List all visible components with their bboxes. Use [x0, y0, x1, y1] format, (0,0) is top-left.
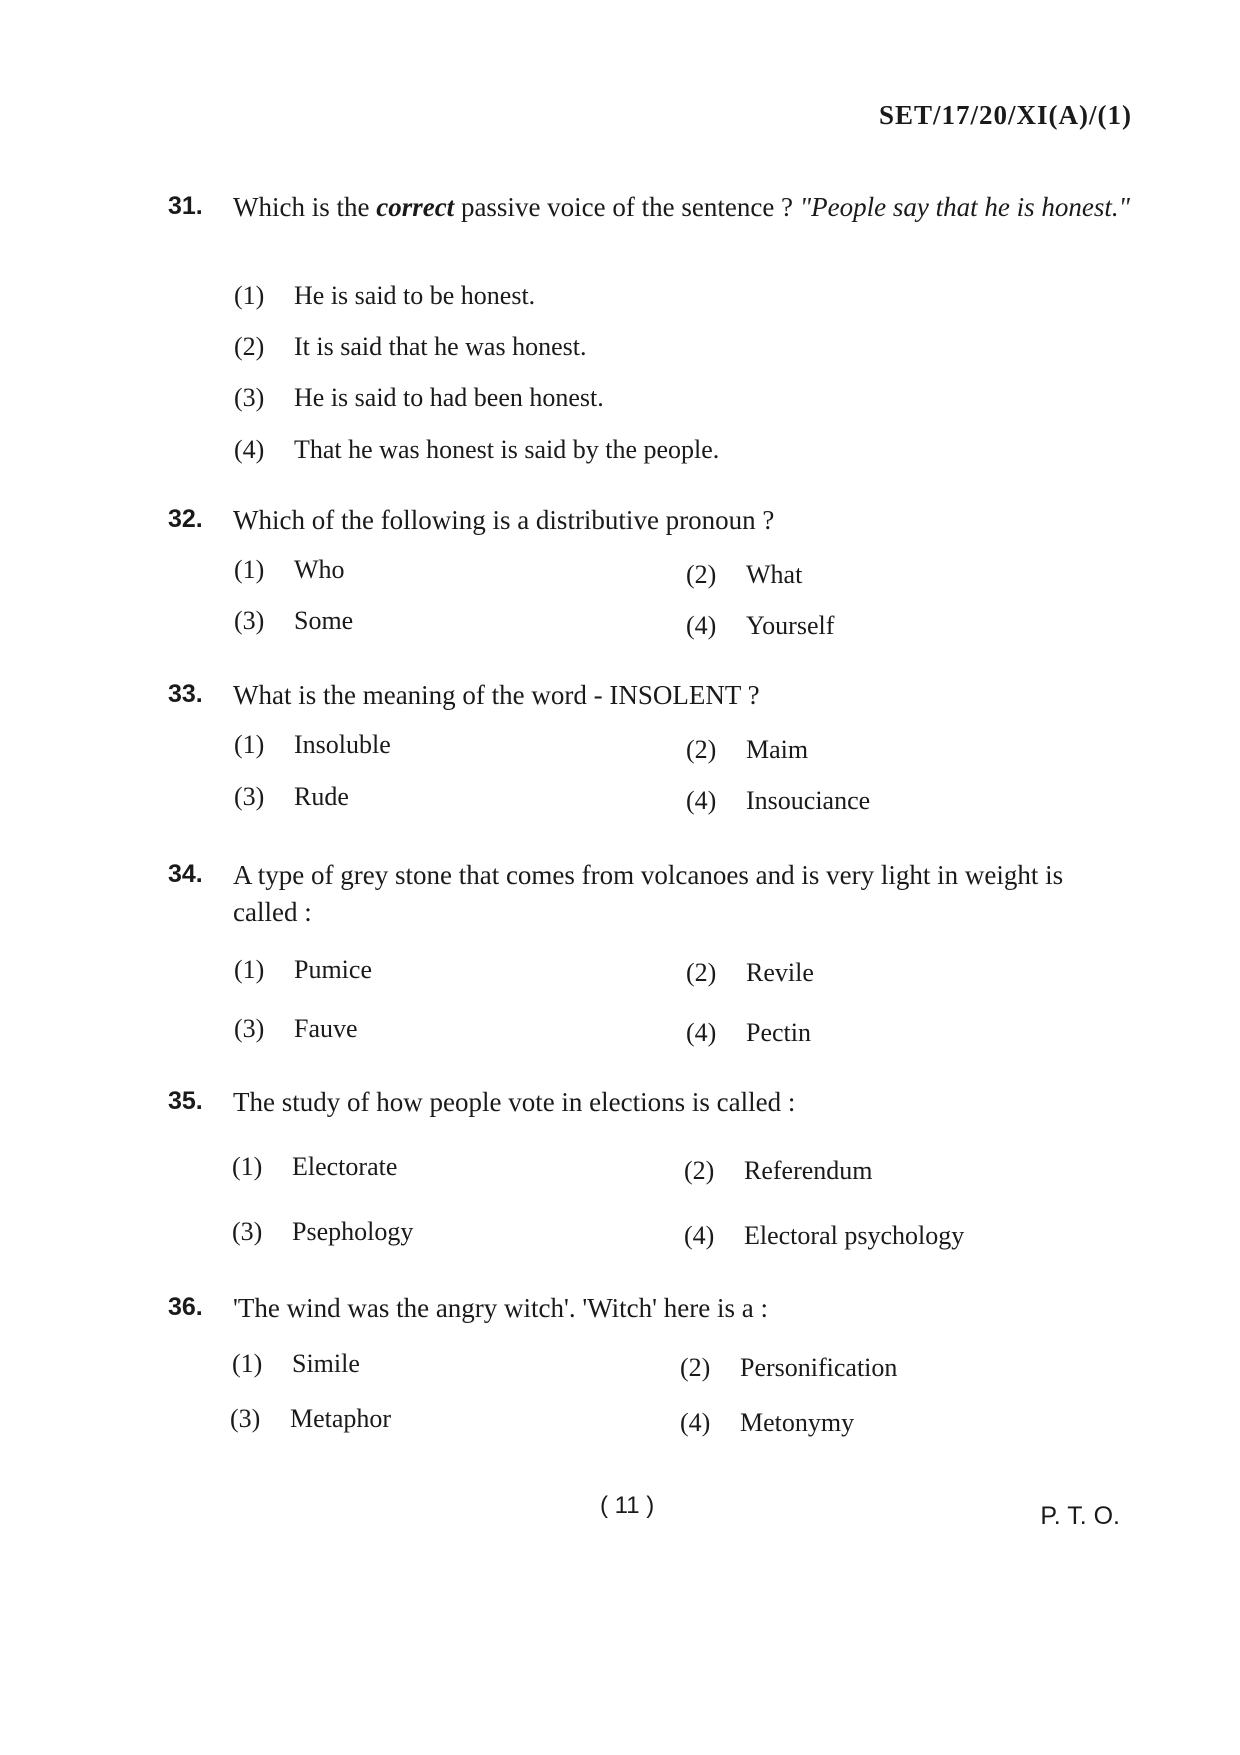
question-text: What is the meaning of the word - INSOLENT ? [233, 680, 760, 710]
option-34-1: (1) Pumice [234, 955, 372, 984]
question-number: 32. [168, 505, 203, 533]
option-31-4: (4) That he was honest is said by the people. [234, 435, 720, 464]
question-number: 33. [168, 680, 203, 708]
paper-code: SET/17/20/XI(A)/(1) [878, 100, 1132, 130]
question-text: 'The wind was the angry witch'. 'Witch' here is a : [233, 1293, 768, 1323]
option-36-1: (1) Simile [232, 1349, 360, 1378]
question-text: Which is the correct passive voice of the sentence ? "People say that he is honest." [233, 192, 1130, 222]
option-34-3: (3) Fauve [234, 1014, 358, 1043]
question-text: The study of how people vote in elections is called : [233, 1087, 796, 1117]
option-35-1: (1) Electorate [232, 1152, 398, 1181]
question-text: A type of grey stone that comes from volcanoes and is very light in weight is called : [233, 860, 1064, 927]
pto-label: P. T. O. [1040, 1502, 1120, 1530]
option-31-2: (2) It is said that he was honest. [234, 332, 587, 361]
option-31-3: (3) He is said to had been honest. [234, 383, 604, 412]
option-31-1: (1) He is said to be honest. [234, 281, 536, 310]
question-number: 36. [168, 1293, 203, 1321]
option-35-2: (2) Referendum [684, 1156, 873, 1185]
option-33-1: (1) Insoluble [234, 730, 391, 759]
question-number: 35. [168, 1087, 203, 1115]
question-number: 31. [168, 192, 203, 220]
option-32-4: (4) Yourself [686, 611, 835, 640]
option-32-2: (2) What [686, 560, 803, 589]
emphasis-word: correct [376, 192, 455, 222]
option-34-4: (4) Pectin [686, 1018, 811, 1047]
option-34-2: (2) Revile [686, 958, 814, 987]
page-number: ( 11 ) [600, 1492, 655, 1519]
option-33-2: (2) Maim [686, 735, 809, 764]
option-35-4: (4) Electoral psychology [684, 1221, 965, 1250]
option-32-3: (3) Some [234, 606, 354, 635]
option-36-4: (4) Metonymy [680, 1408, 855, 1437]
question-number: 34. [168, 860, 203, 888]
option-36-2: (2) Personification [680, 1353, 898, 1382]
option-32-1: (1) Who [234, 555, 345, 584]
option-33-4: (4) Insouciance [686, 786, 871, 815]
quoted-sentence: "People say that he is honest." [799, 192, 1130, 222]
option-33-3: (3) Rude [234, 782, 349, 811]
option-35-3: (3) Psephology [232, 1217, 414, 1246]
option-36-3: (3) Metaphor [230, 1404, 392, 1433]
question-text: Which of the following is a distributive pronoun ? [233, 505, 775, 535]
